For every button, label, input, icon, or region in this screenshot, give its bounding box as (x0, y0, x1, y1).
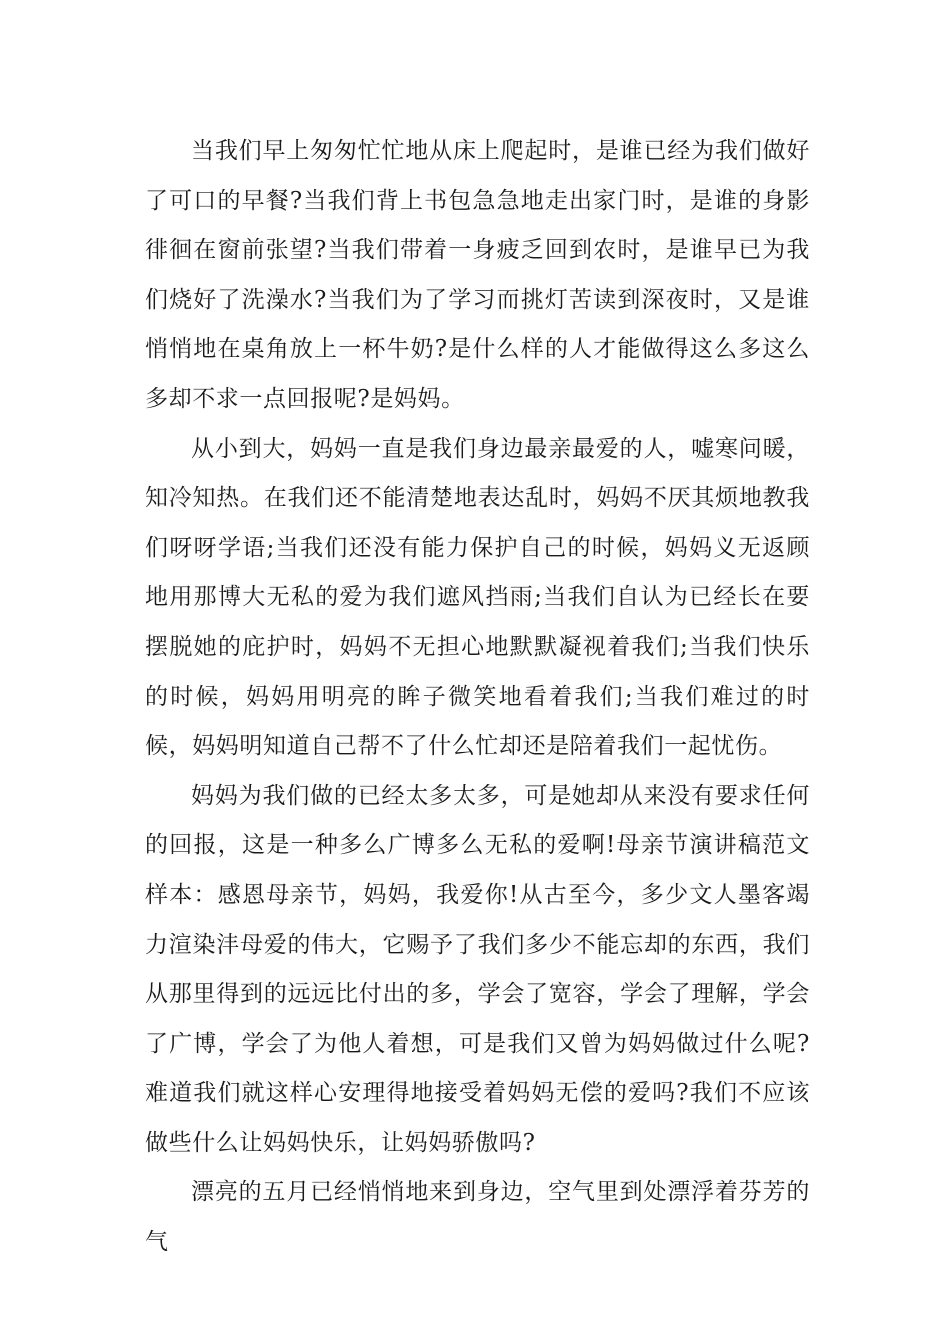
paragraph-1: 当我们早上匆匆忙忙地从床上爬起时，是谁已经为我们做好了可口的早餐?当我们背上书包急急地走出家门时，是谁的身影徘徊在窗前张望?当我们带着一身疲乏回到农时，是谁早已为我们烧好了洗澡水?当我们为了学习而挑灯苦读到深夜时，又是谁悄悄地在桌角放上一杯牛奶?是什么样的人才能做得这么多这么多却不求一点回报呢?是妈妈。 (145, 138, 810, 412)
paragraph-3: 妈妈为我们做的已经太多太多，可是她却从来没有要求任何的回报，这是一种多么广博多么无私的爱啊!母亲节演讲稿范文样本：感恩母亲节，妈妈，我爱你!从古至今，多少文人墨客竭力渲染沣母爱的伟大，它赐予了我们多少不能忘却的东西，我们从那里得到的远远比付出的多，学会了宽容，学会了理解，学会了广博，学会了为他人着想，可是我们又曾为妈妈做过什么呢?难道我们就这样心安理得地接受着妈妈无偿的爱吗?我们不应该做些什么让妈妈快乐，让妈妈骄傲吗? (145, 782, 810, 1156)
paragraph-2: 从小到大，妈妈一直是我们身边最亲最爱的人，嘘寒问暖，知冷知热。在我们还不能清楚地表达乱时，妈妈不厌其烦地教我们呀呀学语;当我们还没有能力保护自己的时候，妈妈义无返顾地用那博大无私的爱为我们遮风挡雨;当我们自认为已经长在要摆脱她的庇护时，妈妈不无担心地默默凝视着我们;当我们快乐的时候，妈妈用明亮的眸子微笑地看着我们;当我们难过的时候，妈妈明知道自己帮不了什么忙却还是陪着我们一起忧伤。 (145, 435, 810, 760)
document-body (145, 127, 810, 1268)
paragraph-4: 漂亮的五月已经悄悄地来到身边，空气里到处漂浮着芬芳的气 (145, 1179, 810, 1256)
